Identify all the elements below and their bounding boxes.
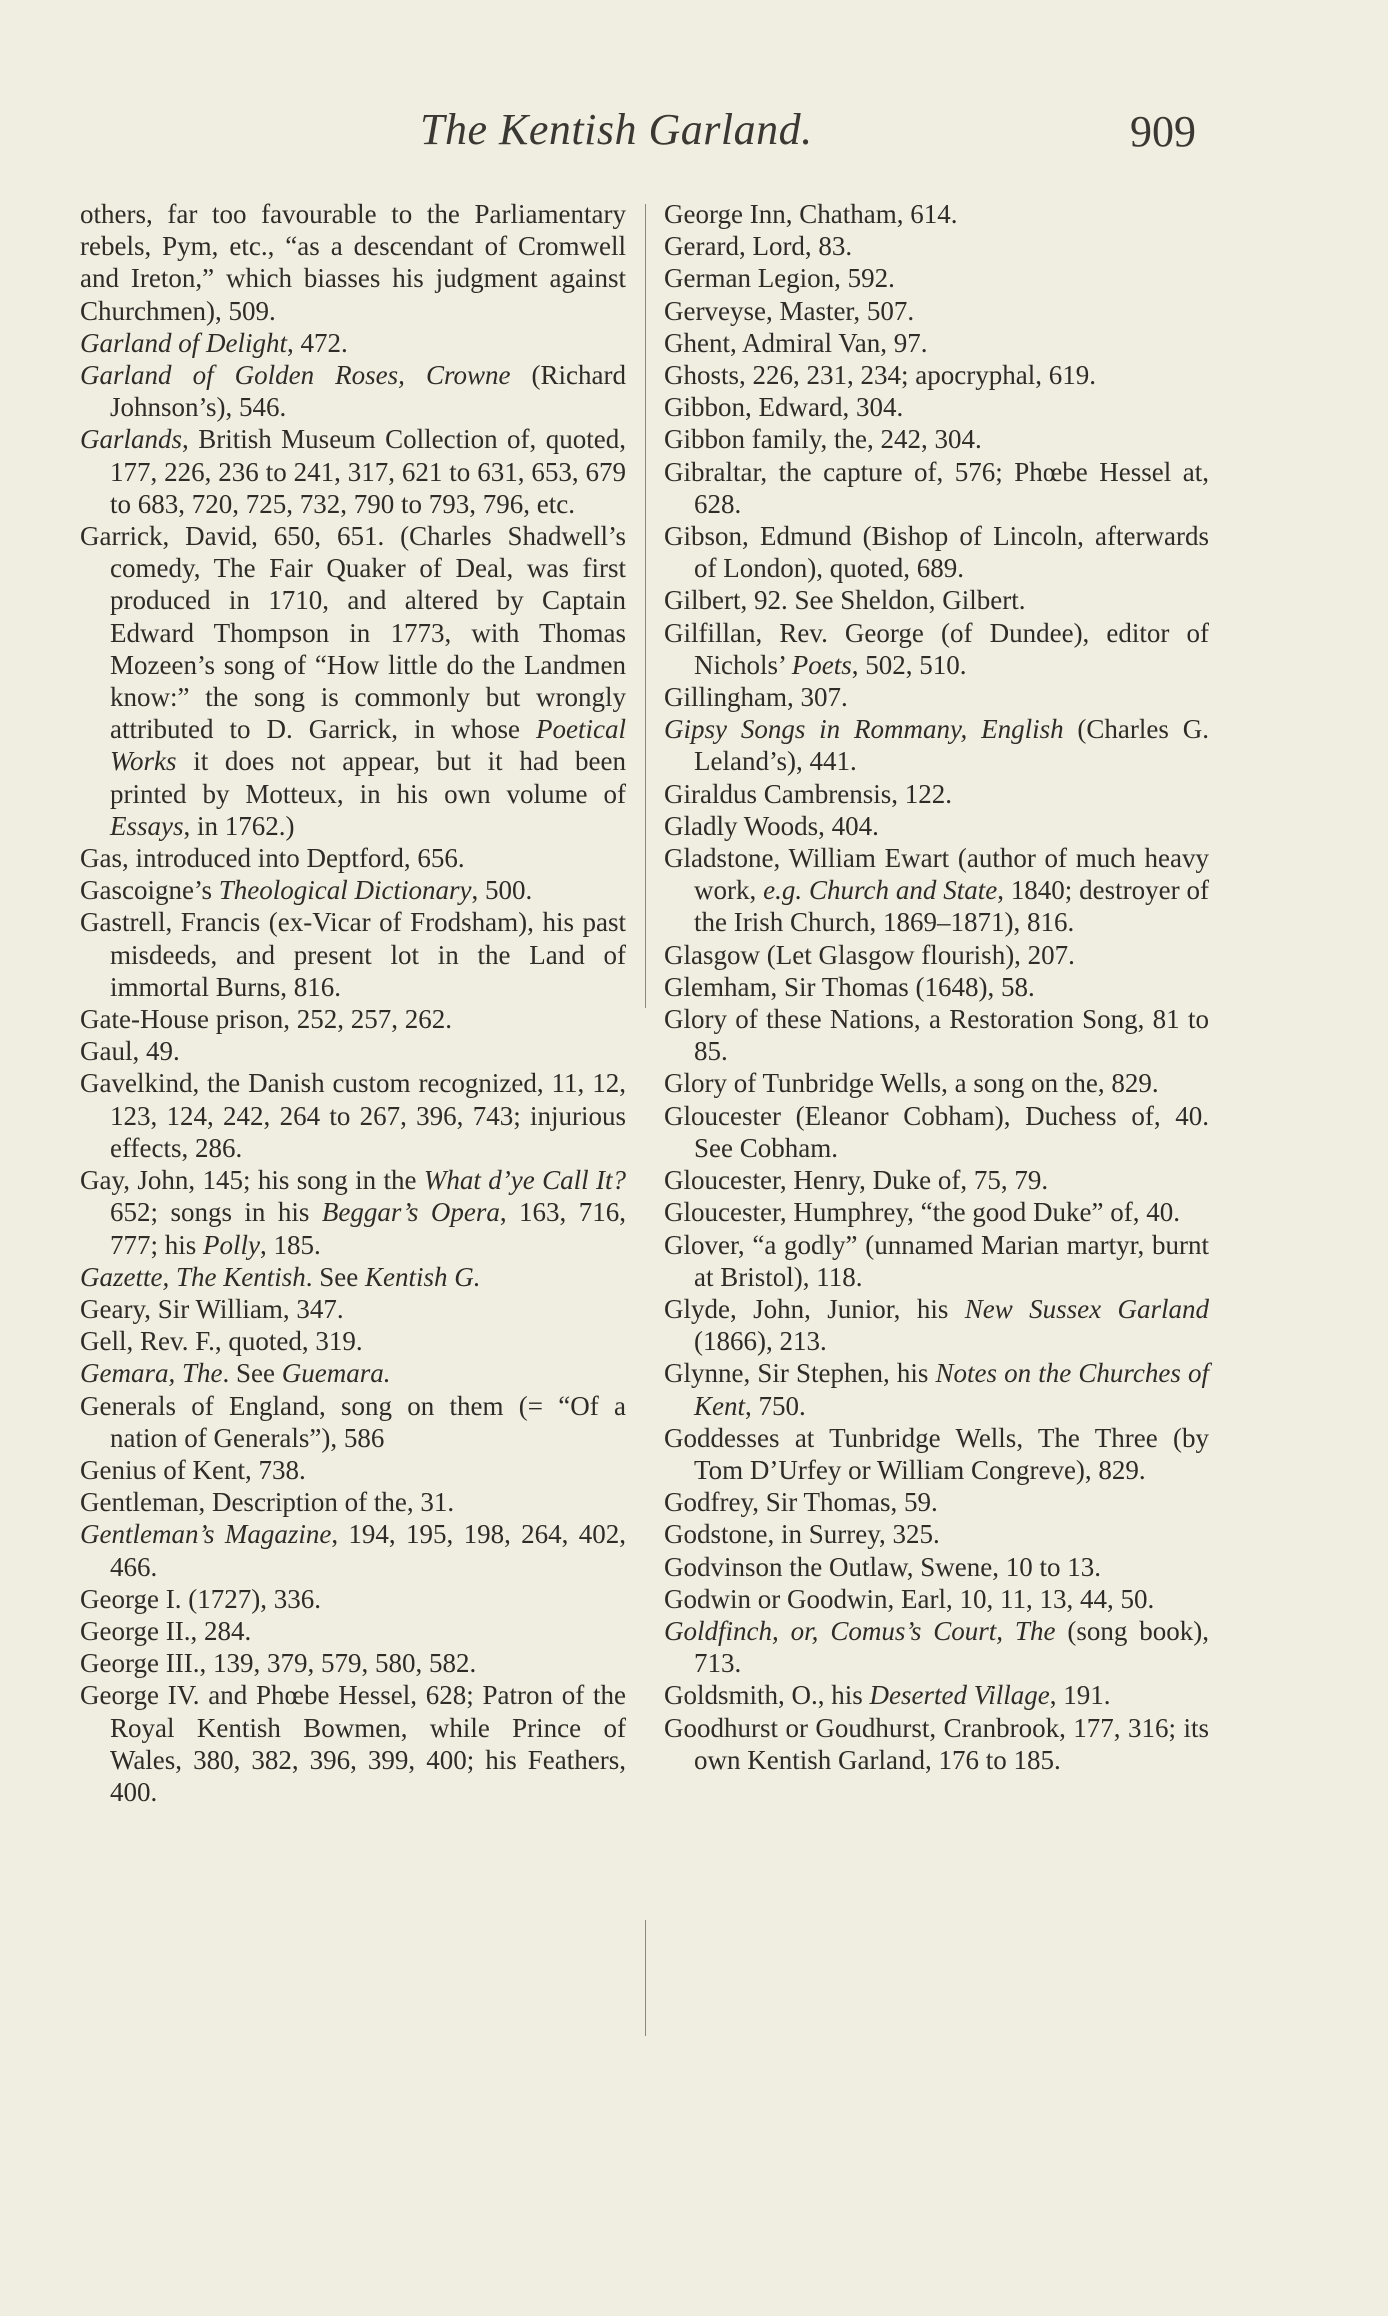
index-entry-text: Gibbon, Edward, 304.: [664, 392, 904, 423]
index-entry: [80, 1325, 626, 1357]
index-entry-text: German Legion, 592.: [664, 263, 895, 294]
page-number: 909: [1130, 107, 1196, 156]
index-entry: [664, 1486, 1209, 1518]
index-entry-text: , 502, 510.: [851, 649, 967, 680]
index-entry-text: Godfrey, Sir Thomas, 59.: [664, 1487, 938, 1518]
index-entry: [80, 842, 626, 874]
index-entry: [664, 939, 1209, 971]
index-entry-text: (1866), 213.: [694, 1326, 827, 1357]
index-entry: [664, 1357, 1209, 1421]
index-entry: [80, 1067, 626, 1164]
index-entry-text: Gilbert, 92. See Sheldon, Gilbert.: [664, 585, 1026, 616]
index-entry-text: Gascoigne’s: [80, 875, 219, 906]
column-divider: [645, 204, 646, 1008]
index-entry-text: others, far too favourable to the Parliamentary rebels, Pym, etc., “as a descendant of Cromwell and Ireton,” which biasses his judgment against Churchmen), 509.: [80, 199, 626, 326]
index-entry: [80, 198, 626, 327]
index-entry-text: Ghosts, 226, 231, 234; apocryphal, 619.: [664, 360, 1096, 391]
index-entry: [664, 1518, 1209, 1550]
index-entry-text: . See: [222, 1358, 282, 1389]
index-entry-text: Gibraltar, the capture of, 576; Phœbe Hessel at, 628.: [664, 456, 1209, 519]
index-entry: [664, 456, 1209, 520]
index-entry-italic-text: Beggar’s Opera: [321, 1197, 500, 1228]
index-entry-text: (song book), 713.: [694, 1615, 1209, 1679]
index-entry-italic-text: Polly: [203, 1229, 260, 1260]
index-entry: [664, 1196, 1209, 1228]
index-entry: [664, 1100, 1209, 1164]
index-entry-text: Gaul, 49.: [80, 1036, 180, 1067]
index-entry: [664, 842, 1209, 939]
index-entry-text: Gibson, Edmund (Bishop of Lincoln, afterwards of London), quoted, 689.: [664, 521, 1209, 584]
index-entry-text: George Inn, Chatham, 614.: [664, 199, 958, 229]
index-entry-text: Godstone, in Surrey, 325.: [664, 1519, 940, 1550]
index-entry-italic-text: New Sussex Garland: [964, 1293, 1210, 1324]
index-entry-text: George IV. and Phœbe Hessel, 628; Patron of the Royal Kentish Bowmen, while Prince of Wales, 380, 382, 396, 399, 400; his Feathers, 400.: [80, 1680, 626, 1807]
index-entry-italic-text: Goldfinch, or, Comus’s Court, The: [664, 1615, 1056, 1646]
index-entry-italic-text: Poets: [791, 649, 852, 680]
index-entry-italic-text: What d’ye Call It?: [423, 1165, 626, 1196]
index-entry-text: Gloucester (Eleanor Cobham), Duchess of, 40. See Cobham.: [664, 1100, 1209, 1163]
index-entry-text: . See: [305, 1261, 365, 1292]
index-entry: [664, 295, 1209, 327]
index-entry-text: (Charles G. Leland’s), 441.: [694, 714, 1209, 777]
index-entry-text: , British Museum Collection of, quoted, 177, 226, 236 to 241, 317, 621 to 631, 653, 679 to 683, 720, 725, 732, 790 to 793, 796, etc.: [110, 424, 626, 519]
index-entry: [664, 1679, 1209, 1711]
index-entry: [664, 520, 1209, 584]
index-entry: [80, 1035, 626, 1067]
index-entry-italic-text: Essays: [110, 810, 184, 841]
index-entry: [80, 1679, 626, 1808]
index-entry-text: Gloucester, Henry, Duke of, 75, 79.: [664, 1165, 1049, 1196]
index-entry-text: Glory of these Nations, a Restoration Song, 81 to 85.: [664, 1004, 1209, 1067]
index-entry: [80, 423, 626, 520]
index-entry-text: Godwin or Goodwin, Earl, 10, 11, 13, 44, 50.: [664, 1583, 1155, 1614]
index-entry: [664, 713, 1209, 777]
index-entry-text: Gas, introduced into Deptford, 656.: [80, 843, 465, 874]
index-entry: [664, 230, 1209, 262]
index-entry: [664, 971, 1209, 1003]
index-entry: [80, 1164, 626, 1261]
index-entry-text: , 185.: [260, 1229, 321, 1260]
index-entry-text: Gastrell, Francis (ex-Vicar of Frodsham), his past misdeeds, and present lot in the Land of immortal Burns, 816.: [80, 907, 626, 1002]
index-entry-italic-text: Deserted Village: [869, 1680, 1050, 1711]
index-entry: [664, 1067, 1209, 1099]
index-entry-text: Glynne, Sir Stephen, his: [664, 1358, 936, 1389]
index-entry: [664, 584, 1209, 616]
index-entry: [80, 906, 626, 1003]
index-entry-italic-text: Kentish G.: [364, 1261, 481, 1292]
index-entry: [664, 1712, 1209, 1776]
index-entry-text: Glover, “a godly” (unnamed Marian martyr, burnt at Bristol), 118.: [664, 1229, 1209, 1292]
index-entry: [80, 1647, 626, 1679]
index-entry: [664, 1551, 1209, 1583]
index-entry-italic-text: Guemara.: [281, 1358, 391, 1389]
index-entry: [664, 262, 1209, 294]
index-entry-text: Gell, Rev. F., quoted, 319.: [80, 1326, 363, 1357]
running-head: [0, 104, 1388, 164]
index-entry-text: Garrick, David, 650, 651. (Charles Shadwell’s comedy, The Fair Quaker of Deal, was first produced in 1710, and altered by Captain Edward Thompson in 1773, with Thomas Mozeen’s song of “How little do the Landmen know:” the song is commonly but wrongly attributed to D. Garrick, in whose: [80, 521, 626, 745]
index-entry-text: , in 1762.): [183, 810, 295, 841]
index-entry: [664, 1229, 1209, 1293]
index-entry-italic-text: Gemara, The: [80, 1358, 223, 1389]
index-entry-text: Glyde, John, Junior, his: [664, 1293, 965, 1324]
index-entry-text: Geary, Sir William, 347.: [80, 1293, 344, 1324]
page-title: The Kentish Garland.: [420, 105, 813, 154]
index-entry: [664, 1615, 1209, 1679]
index-entry-text: Gladly Woods, 404.: [664, 810, 879, 841]
index-entry-text: , 750.: [745, 1390, 806, 1421]
index-entry: [80, 1583, 626, 1615]
index-entry-text: George III., 139, 379, 579, 580, 582.: [80, 1648, 477, 1679]
index-entry-text: Genius of Kent, 738.: [80, 1454, 306, 1485]
index-entry: [80, 1390, 626, 1454]
index-entry: [664, 1293, 1209, 1357]
index-entry-text: it does not appear, but it had been printed by Motteux, in his own volume of: [110, 746, 626, 809]
index-entry-text: , 163, 716, 777; his: [110, 1197, 627, 1260]
index-entry-italic-text: Garland of Golden Roses, Crowne: [80, 360, 511, 391]
index-entry: [80, 1518, 626, 1582]
index-entry-text: , 472.: [287, 327, 348, 358]
column-divider-lower: [645, 1920, 646, 2036]
index-entry: [80, 1486, 626, 1518]
index-entry: [80, 1357, 626, 1389]
index-entry: [664, 1583, 1209, 1615]
index-entry-italic-text: Gentleman’s Magazine: [80, 1519, 332, 1550]
index-entry: [664, 810, 1209, 842]
index-entry: [80, 1615, 626, 1647]
index-entry-text: Gay, John, 145; his song in the: [80, 1165, 424, 1196]
index-entry-text: Godvinson the Outlaw, Swene, 10 to 13.: [664, 1551, 1101, 1582]
index-entry-italic-text: Garlands: [80, 424, 183, 455]
index-entry: [664, 327, 1209, 359]
index-entry: [664, 778, 1209, 810]
index-entry-italic-text: Gipsy Songs in Rommany, English: [664, 714, 1064, 745]
index-entry: [664, 359, 1209, 391]
index-entry: [664, 617, 1209, 681]
index-entry-text: Generals of England, song on them (= “Of a nation of Generals”), 586: [80, 1390, 626, 1453]
index-entry: [664, 681, 1209, 713]
index-entry: [664, 423, 1209, 455]
index-entry: [664, 198, 1209, 230]
index-entry-text: , 1840; destroyer of the Irish Church, 1869–1871), 816.: [694, 875, 1209, 938]
index-entry: [664, 391, 1209, 423]
index-entry: [80, 874, 626, 906]
index-entry-text: , 500.: [471, 875, 533, 906]
index-entry-text: Gibbon family, the, 242, 304.: [664, 424, 982, 455]
index-entry-text: (Richard Johnson’s), 546.: [110, 360, 626, 423]
index-entry: [664, 1422, 1209, 1486]
index-entry-text: Gate-House prison, 252, 257, 262.: [80, 1004, 452, 1035]
index-entry-text: Goddesses at Tunbridge Wells, The Three (by Tom D’Urfey or William Congreve), 829.: [664, 1422, 1209, 1485]
index-entry: [664, 1003, 1209, 1067]
index-entry: [80, 520, 626, 842]
index-entry-text: Gillingham, 307.: [664, 682, 848, 713]
index-entry-italic-text: Garland of Delight: [80, 327, 287, 358]
index-entry-italic-text: Theological Dictionary: [218, 875, 472, 906]
index-entry-italic-text: Poetical Works: [110, 714, 626, 777]
index-column-left: [80, 198, 626, 1808]
index-column-right: [664, 198, 1209, 1776]
index-entry: [80, 1261, 626, 1293]
index-entry: [80, 359, 626, 423]
index-entry: [80, 1293, 626, 1325]
index-entry-italic-text: Gazette, The Kentish: [80, 1261, 306, 1292]
index-entry-text: Gladstone, William Ewart (author of much heavy work,: [664, 843, 1209, 906]
index-entry-text: Goodhurst or Goudhurst, Cranbrook, 177, 316; its own Kentish Garland, 176 to 185.: [664, 1712, 1209, 1775]
index-entry-italic-text: Notes on the Churches of Kent: [694, 1358, 1209, 1421]
index-entry-text: Goldsmith, O., his: [664, 1680, 870, 1711]
index-entry-text: Glasgow (Let Glasgow flourish), 207.: [664, 939, 1075, 970]
index-entry-text: 652; songs in his: [110, 1197, 322, 1228]
index-entry-text: Gloucester, Humphrey, “the good Duke” of, 40.: [664, 1197, 1181, 1228]
index-entry-text: , 194, 195, 198, 264, 402, 466.: [110, 1519, 626, 1582]
index-entry-text: Gilfillan, Rev. George (of Dundee), editor of Nichols’: [664, 617, 1209, 680]
index-entry: [80, 1003, 626, 1035]
index-entry-text: Gavelkind, the Danish custom recognized, 11, 12, 123, 124, 242, 264 to 267, 396, 743; injurious effects, 286.: [80, 1068, 626, 1163]
index-entry-text: Gerard, Lord, 83.: [664, 231, 853, 262]
index-entry-text: Gerveyse, Master, 507.: [664, 295, 915, 326]
index-entry-text: Glemham, Sir Thomas (1648), 58.: [664, 971, 1035, 1002]
index-entry-text: George I. (1727), 336.: [80, 1583, 321, 1614]
index-entry: [80, 327, 626, 359]
index-entry: [80, 1454, 626, 1486]
index-entry-text: George II., 284.: [80, 1615, 252, 1646]
index-entry-text: Giraldus Cambrensis, 122.: [664, 778, 952, 809]
index-entry: [664, 1164, 1209, 1196]
index-entry-text: Gentleman, Description of the, 31.: [80, 1487, 455, 1518]
index-entry-text: Ghent, Admiral Van, 97.: [664, 327, 928, 358]
index-entry-text: Glory of Tunbridge Wells, a song on the, 829.: [664, 1068, 1159, 1099]
index-entry-italic-text: e.g. Church and State: [763, 875, 998, 906]
index-entry-text: , 191.: [1049, 1680, 1111, 1711]
